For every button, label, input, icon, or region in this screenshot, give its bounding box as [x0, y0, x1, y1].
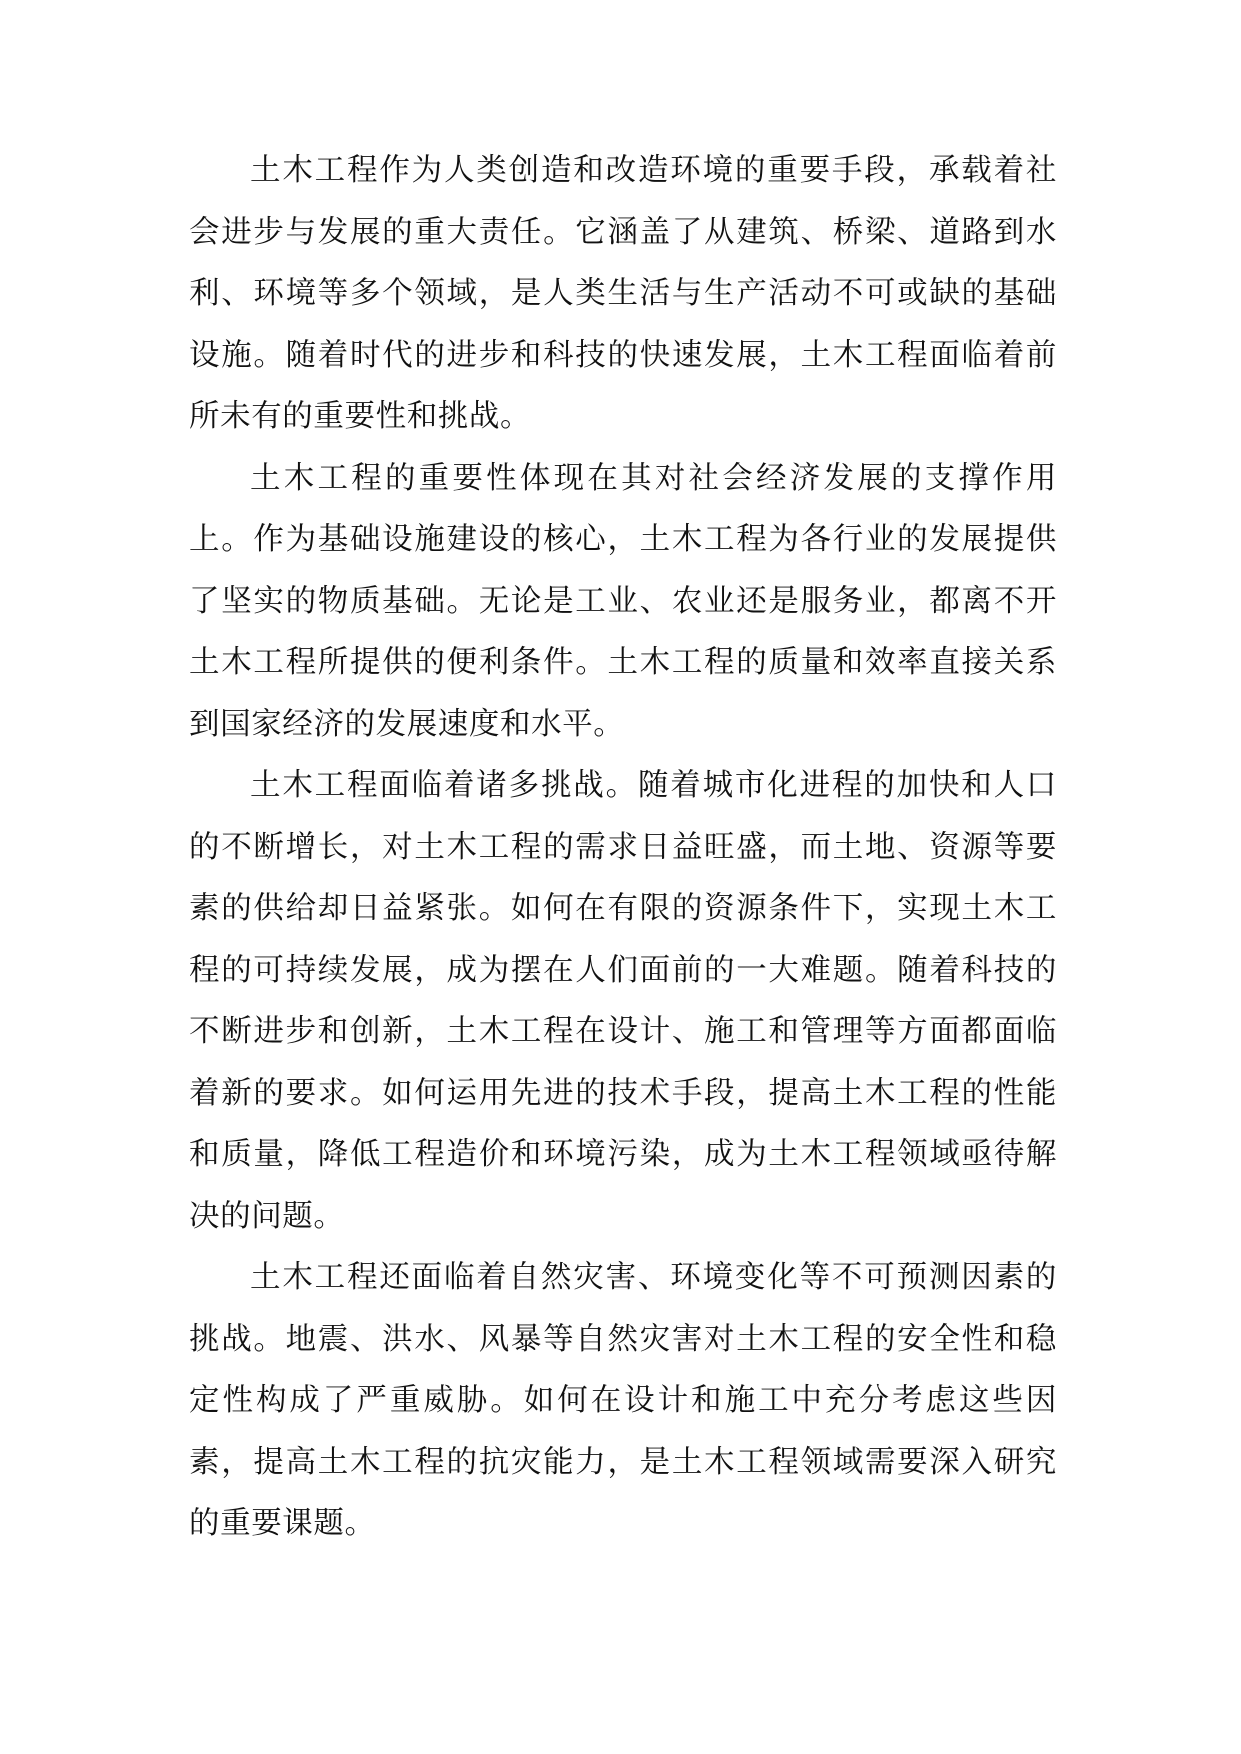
document-body: [189, 140, 1057, 1555]
paragraph-2: 土木工程的重要性体现在其对社会经济发展的支撑作用上。作为基础设施建设的核心，土木工程为各行业的发展提供了坚实的物质基础。无论是工业、农业还是服务业，都离不开土木工程所提供的便利条件。土木工程的质量和效率直接关系到国家经济的发展速度和水平。: [189, 460, 1057, 742]
paragraph-1: 土木工程作为人类创造和改造环境的重要手段，承载着社会进步与发展的重大责任。它涵盖了从建筑、桥梁、道路到水利、环境等多个领域，是人类生活与生产活动不可或缺的基础设施。随着时代的进步和科技的快速发展，土木工程面临着前所未有的重要性和挑战。: [189, 153, 1057, 434]
paragraph-4: 土木工程还面临着自然灾害、环境变化等不可预测因素的挑战。地震、洪水、风暴等自然灾害对土木工程的安全性和稳定性构成了严重威胁。如何在设计和施工中充分考虑这些因素，提高土木工程的抗灾能力，是土木工程领域需要深入研究的重要课题。: [189, 1260, 1057, 1541]
paragraph-3: 土木工程面临着诸多挑战。随着城市化进程的加快和人口的不断增长，对土木工程的需求日益旺盛，而土地、资源等要素的供给却日益紧张。如何在有限的资源条件下，实现土木工程的可持续发展，成为摆在人们面前的一大难题。随着科技的不断进步和创新，土木工程在设计、施工和管理等方面都面临着新的要求。如何运用先进的技术手段，提高土木工程的性能和质量，降低工程造价和环境污染，成为土木工程领域亟待解决的问题。: [189, 768, 1057, 1234]
